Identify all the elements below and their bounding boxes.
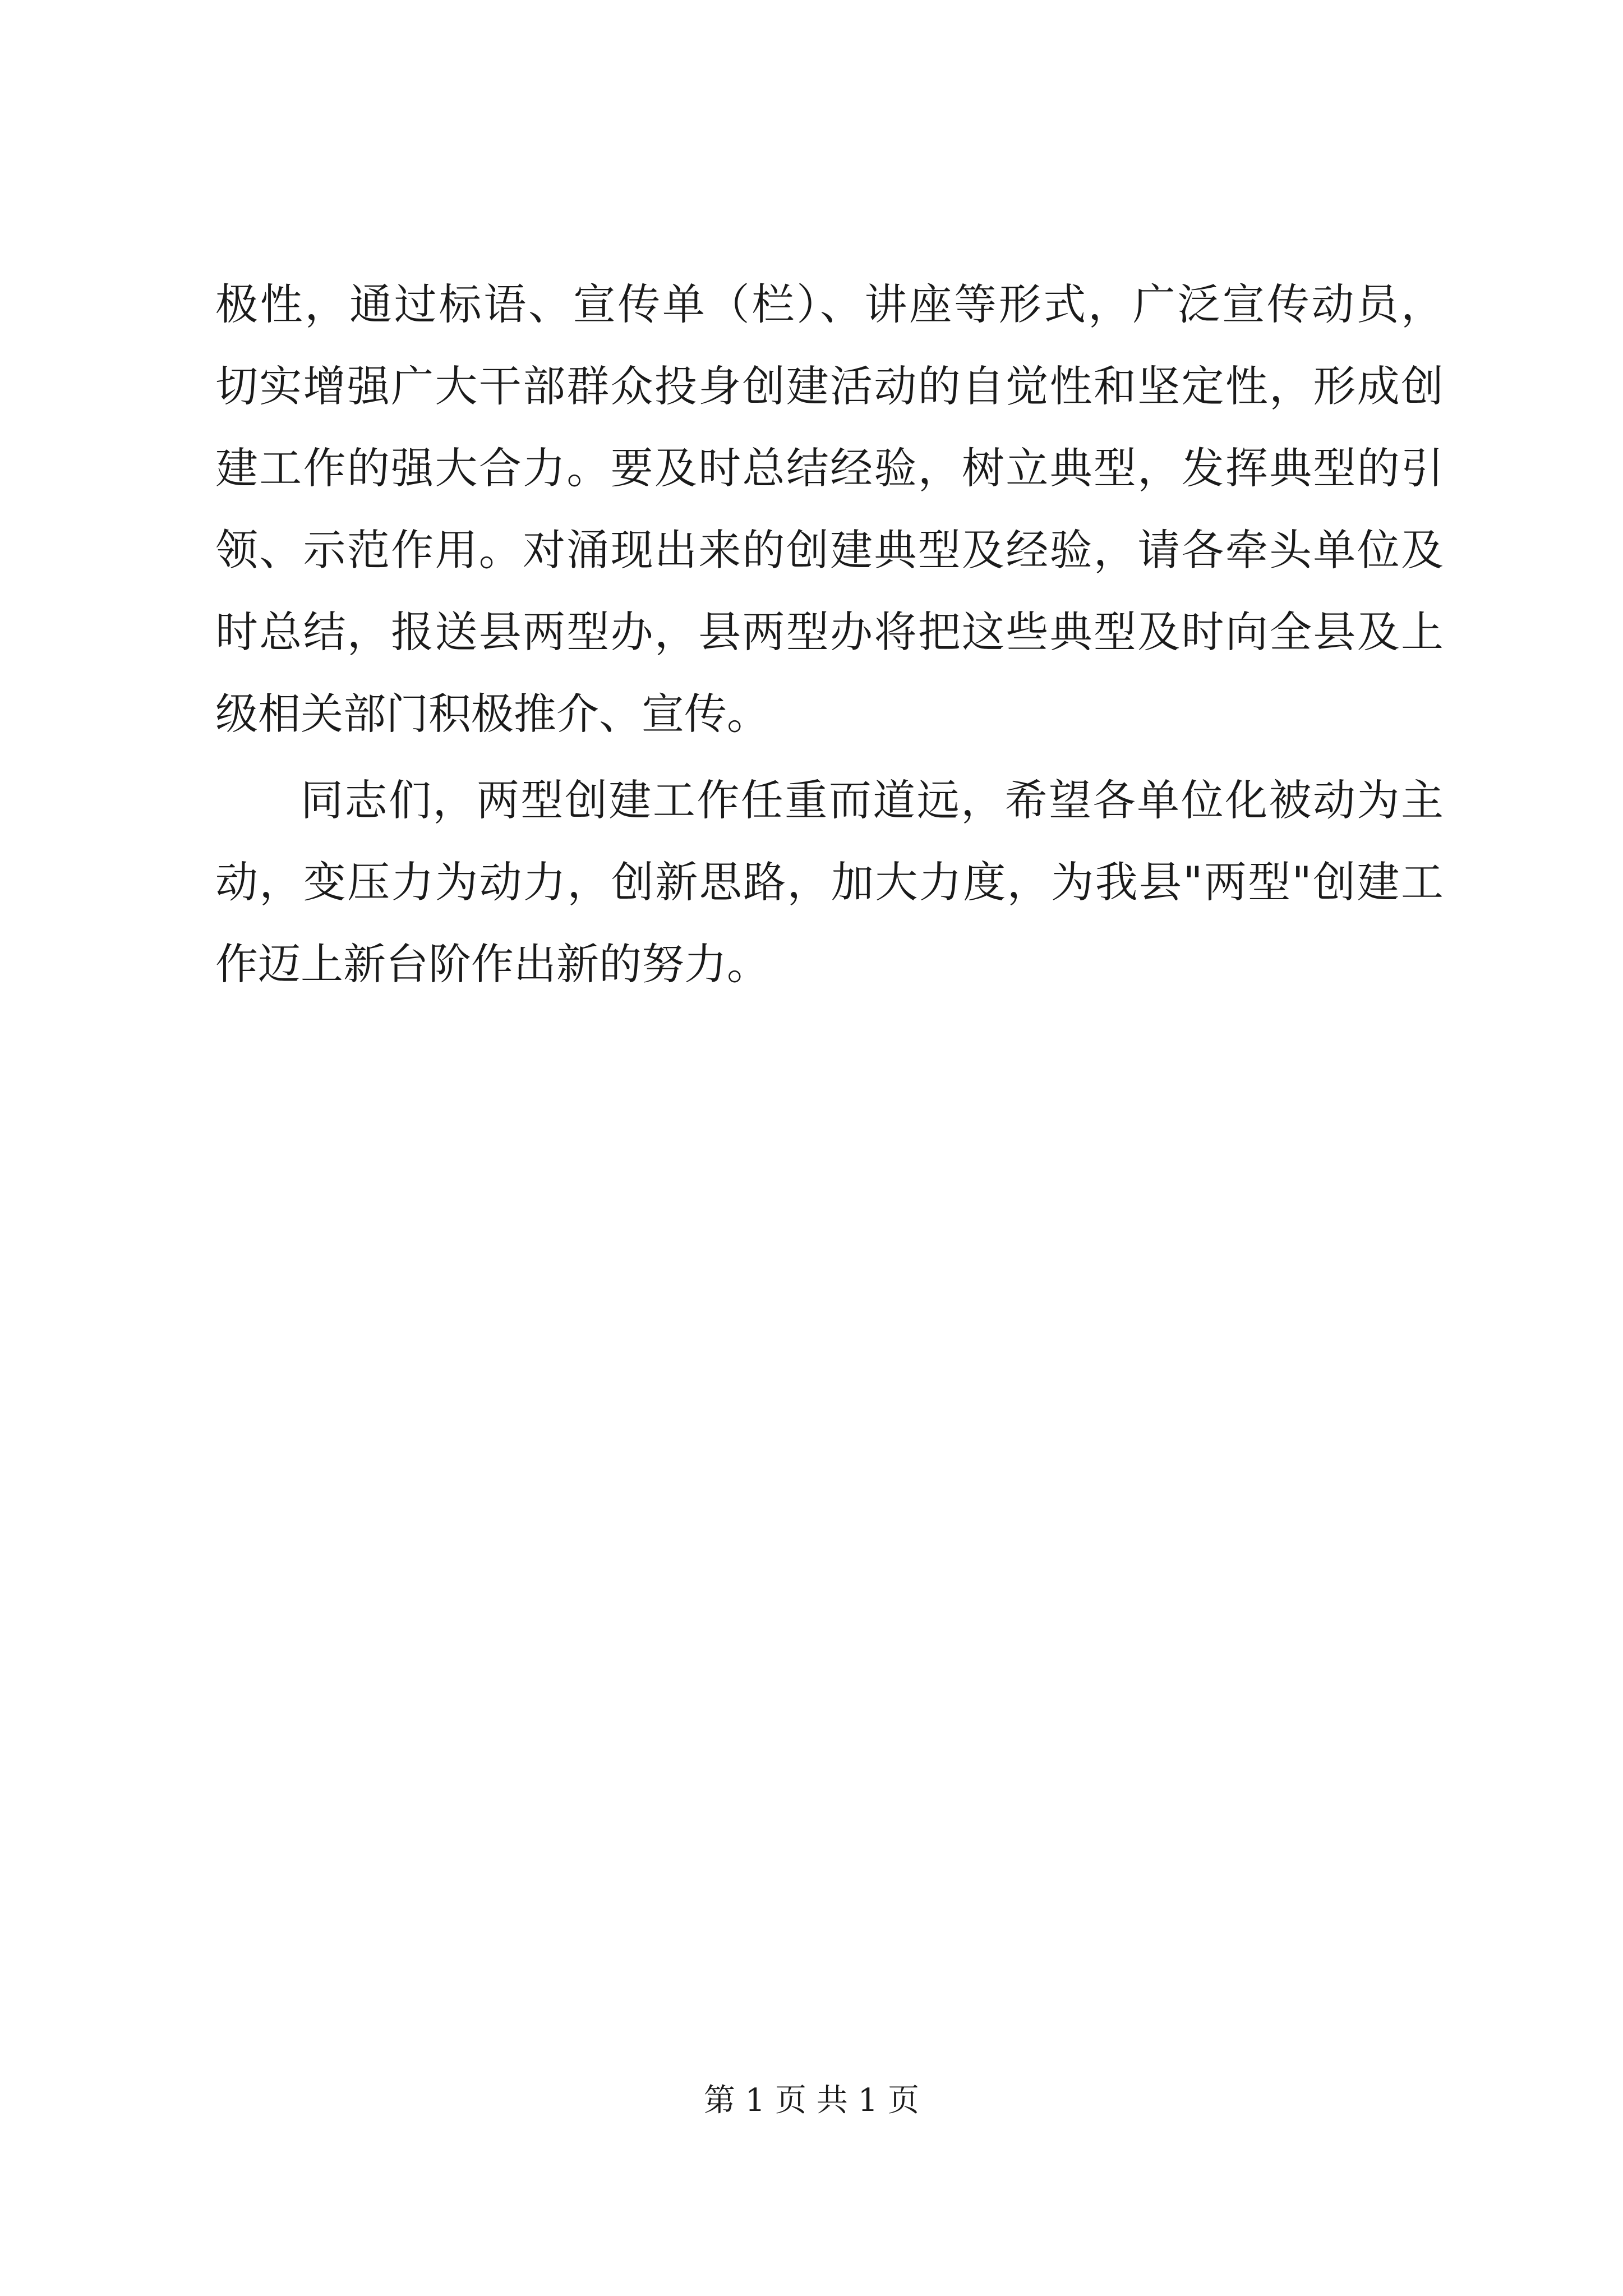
paragraph-2 [215,760,1444,1005]
text-line: 切实增强广大干部群众投身创建活动的自觉性和坚定性，形成创 [215,361,1444,411]
paragraph-gap [215,755,1444,760]
text-line: 极性，通过标语、宣传单（栏）、讲座等形式，广泛宣传动员， [215,279,1444,329]
text-line: 同志们，两型创建工作任重而道远，希望各单位化被动为主 [301,775,1444,825]
text-line: 时总结，报送县两型办，县两型办将把这些典型及时向全县及上 [215,607,1444,657]
page-footer: 第 1 页 共 1 页 [703,2082,920,2119]
text-line: 领、示范作用。对涌现出来的创建典型及经验，请各牵头单位及 [215,525,1444,575]
text-line: 动，变压力为动力，创新思路，加大力度，为我县"两型"创建工 [215,857,1444,907]
paragraph-1 [215,264,1444,755]
text-line: 级相关部门积极推介、宣传。 [215,689,769,739]
document-body [215,264,1444,1005]
text-line: 建工作的强大合力。要及时总结经验，树立典型，发挥典型的引 [215,443,1444,493]
text-line: 作迈上新台阶作出新的努力。 [215,939,769,989]
